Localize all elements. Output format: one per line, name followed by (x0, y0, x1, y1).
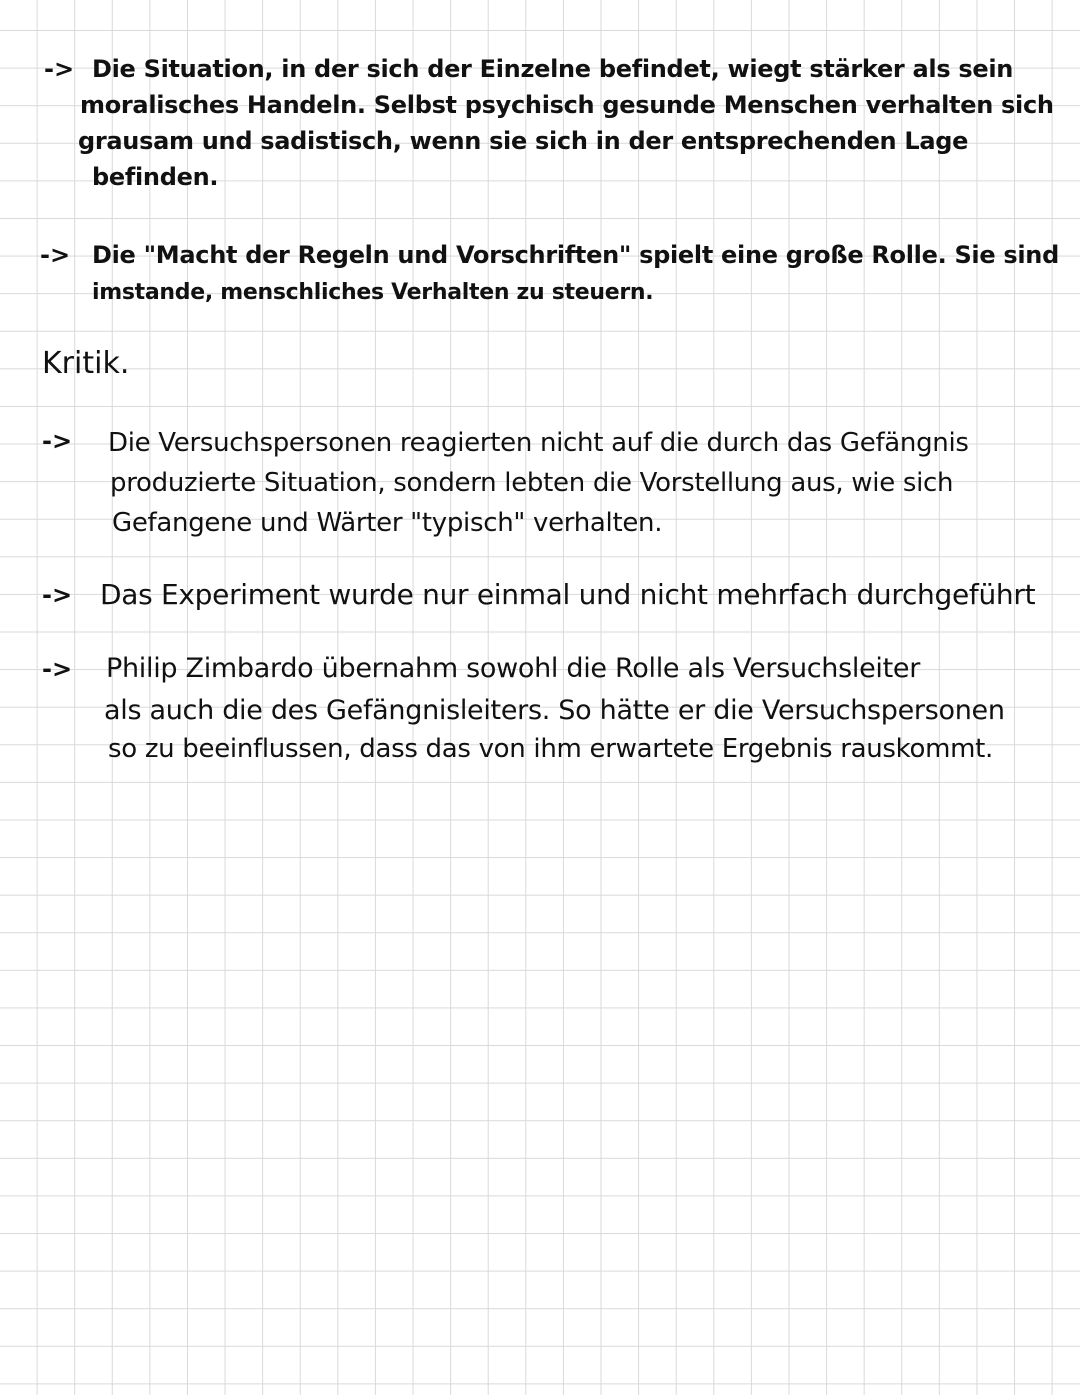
arrow-icon: -> (42, 655, 73, 683)
bullet-2-line-1: Die "Macht der Regeln und Vorschriften" spielt eine große Rolle. Sie sind (92, 241, 1059, 269)
bullet-1-line-3: grausam und sadistisch, wenn sie sich in der entsprechenden Lage (78, 127, 969, 155)
bullet-4-line-1: Das Experiment wurde nur einmal und nicht mehrfach durchgeführt (100, 578, 1036, 611)
bullet-3-line-1: Die Versuchspersonen reagierten nicht auf die durch das Gefängnis (108, 428, 969, 458)
bullet-1-line-4: befinden. (92, 163, 219, 191)
arrow-icon: -> (44, 55, 75, 83)
bullet-5-line-3: so zu beeinflussen, dass das von ihm erwartete Ergebnis rauskommt. (108, 734, 994, 764)
bullet-2-line-2: imstande, menschliches Verhalten zu steuern. (92, 280, 654, 305)
arrow-icon: -> (42, 427, 73, 455)
bullet-1-line-2: moralisches Handeln. Selbst psychisch gesunde Menschen verhalten sich (80, 91, 1054, 119)
section-heading: Kritik. (42, 346, 130, 381)
arrow-icon: -> (40, 241, 71, 269)
bullet-5-line-2: als auch die des Gefängnisleiters. So hätte er die Versuchspersonen (104, 695, 1005, 726)
bullet-5-line-1: Philip Zimbardo übernahm sowohl die Rolle als Versuchsleiter (106, 653, 920, 684)
bullet-3-line-2: produzierte Situation, sondern lebten die Vorstellung aus, wie sich (110, 468, 954, 498)
arrow-icon: -> (42, 581, 73, 609)
bullet-1-line-1: Die Situation, in der sich der Einzelne befindet, wiegt stärker als sein (92, 55, 1014, 83)
bullet-3-line-3: Gefangene und Wärter "typisch" verhalten. (112, 508, 663, 538)
